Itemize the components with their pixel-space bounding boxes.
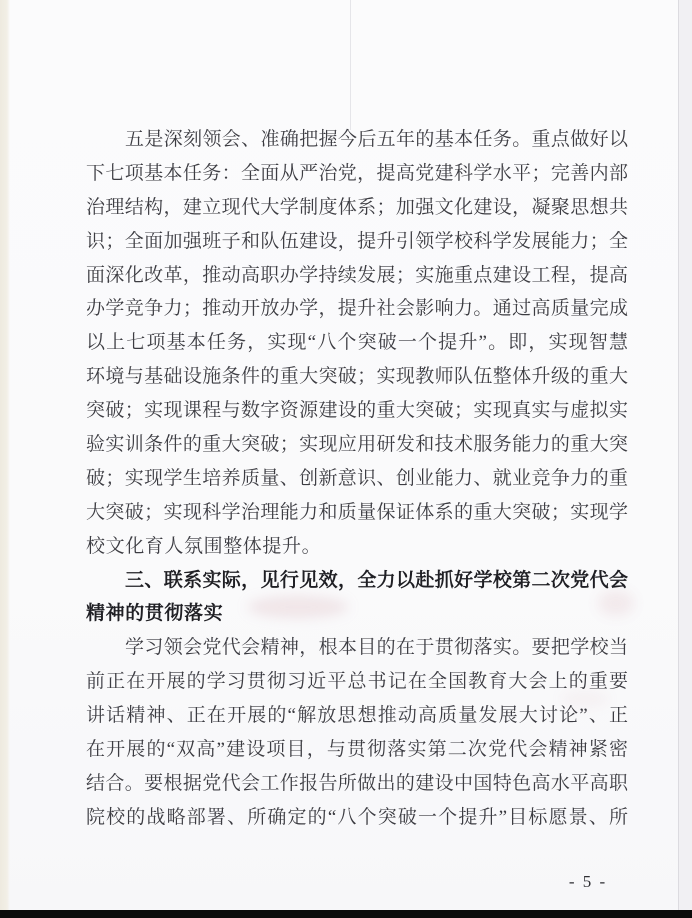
body-text-line: 学习领会党代会精神，根本目的在于贯彻落实。要把学校当 <box>125 637 628 659</box>
body-text-line: 环境与基础设施条件的重大突破；实现教师队伍整体升级的重大 <box>86 366 628 388</box>
body-text-line: 讲话精神、正在开展的“解放思想推动高质量发展大讨论”、正 <box>86 705 628 727</box>
document-body <box>86 123 628 835</box>
body-text-line: 治理结构，建立现代大学制度体系；加强文化建设，凝聚思想共 <box>86 196 628 218</box>
scan-bottom-bar-artifact <box>0 910 692 918</box>
body-text-line: 下七项基本任务：全面从严治党，提高党建科学水平；完善内部 <box>86 162 628 184</box>
paper-fold-line-artifact <box>350 0 351 130</box>
scan-left-edge-artifact <box>0 0 10 918</box>
body-text-line: 面深化改革，推动高职办学持续发展；实施重点建设工程，提高 <box>86 264 628 286</box>
body-text-line: 以上七项基本任务，实现“八个突破一个提升”。即，实现智慧 <box>86 332 628 354</box>
section-heading-line: 三、联系实际，见行见效，全力以赴抓好学校第二次党代会 <box>125 569 628 591</box>
body-text-line: 破；实现学生培养质量、创新意识、创业能力、就业竞争力的重 <box>86 467 628 489</box>
page-number: - 5 - <box>568 872 608 891</box>
body-text-line: 前正在开展的学习贯彻习近平总书记在全国教育大会上的重要 <box>86 671 628 693</box>
body-text-line: 五是深刻领会、准确把握今后五年的基本任务。重点做好以 <box>125 129 628 150</box>
body-text-line: 突破；实现课程与数字资源建设的重大突破；实现真实与虚拟实 <box>86 400 628 422</box>
body-text-line: 结合。要根据党代会工作报告所做出的建设中国特色高水平高职 <box>86 772 628 794</box>
body-text-line: 在开展的“双高”建设项目，与贯彻落实第二次党代会精神紧密 <box>86 739 628 761</box>
body-text-line: 院校的战略部署、所确定的“八个突破一个提升”目标愿景、所 <box>86 806 628 828</box>
body-text-line: 办学竞争力；推动开放办学，提升社会影响力。通过高质量完成 <box>86 298 628 320</box>
body-text-line: 识；全面加强班子和队伍建设，提升引领学校科学发展能力；全 <box>86 230 628 252</box>
body-text-line: 大突破；实现科学治理能力和质量保证体系的重大突破；实现学 <box>86 501 628 523</box>
section-heading-line: 精神的贯彻落实 <box>86 603 224 625</box>
body-text-line: 验实训条件的重大突破；实现应用研发和技术服务能力的重大突 <box>86 434 628 456</box>
body-text-line: 校文化育人氛围整体提升。 <box>86 535 322 557</box>
scan-right-edge-artifact <box>678 0 692 918</box>
